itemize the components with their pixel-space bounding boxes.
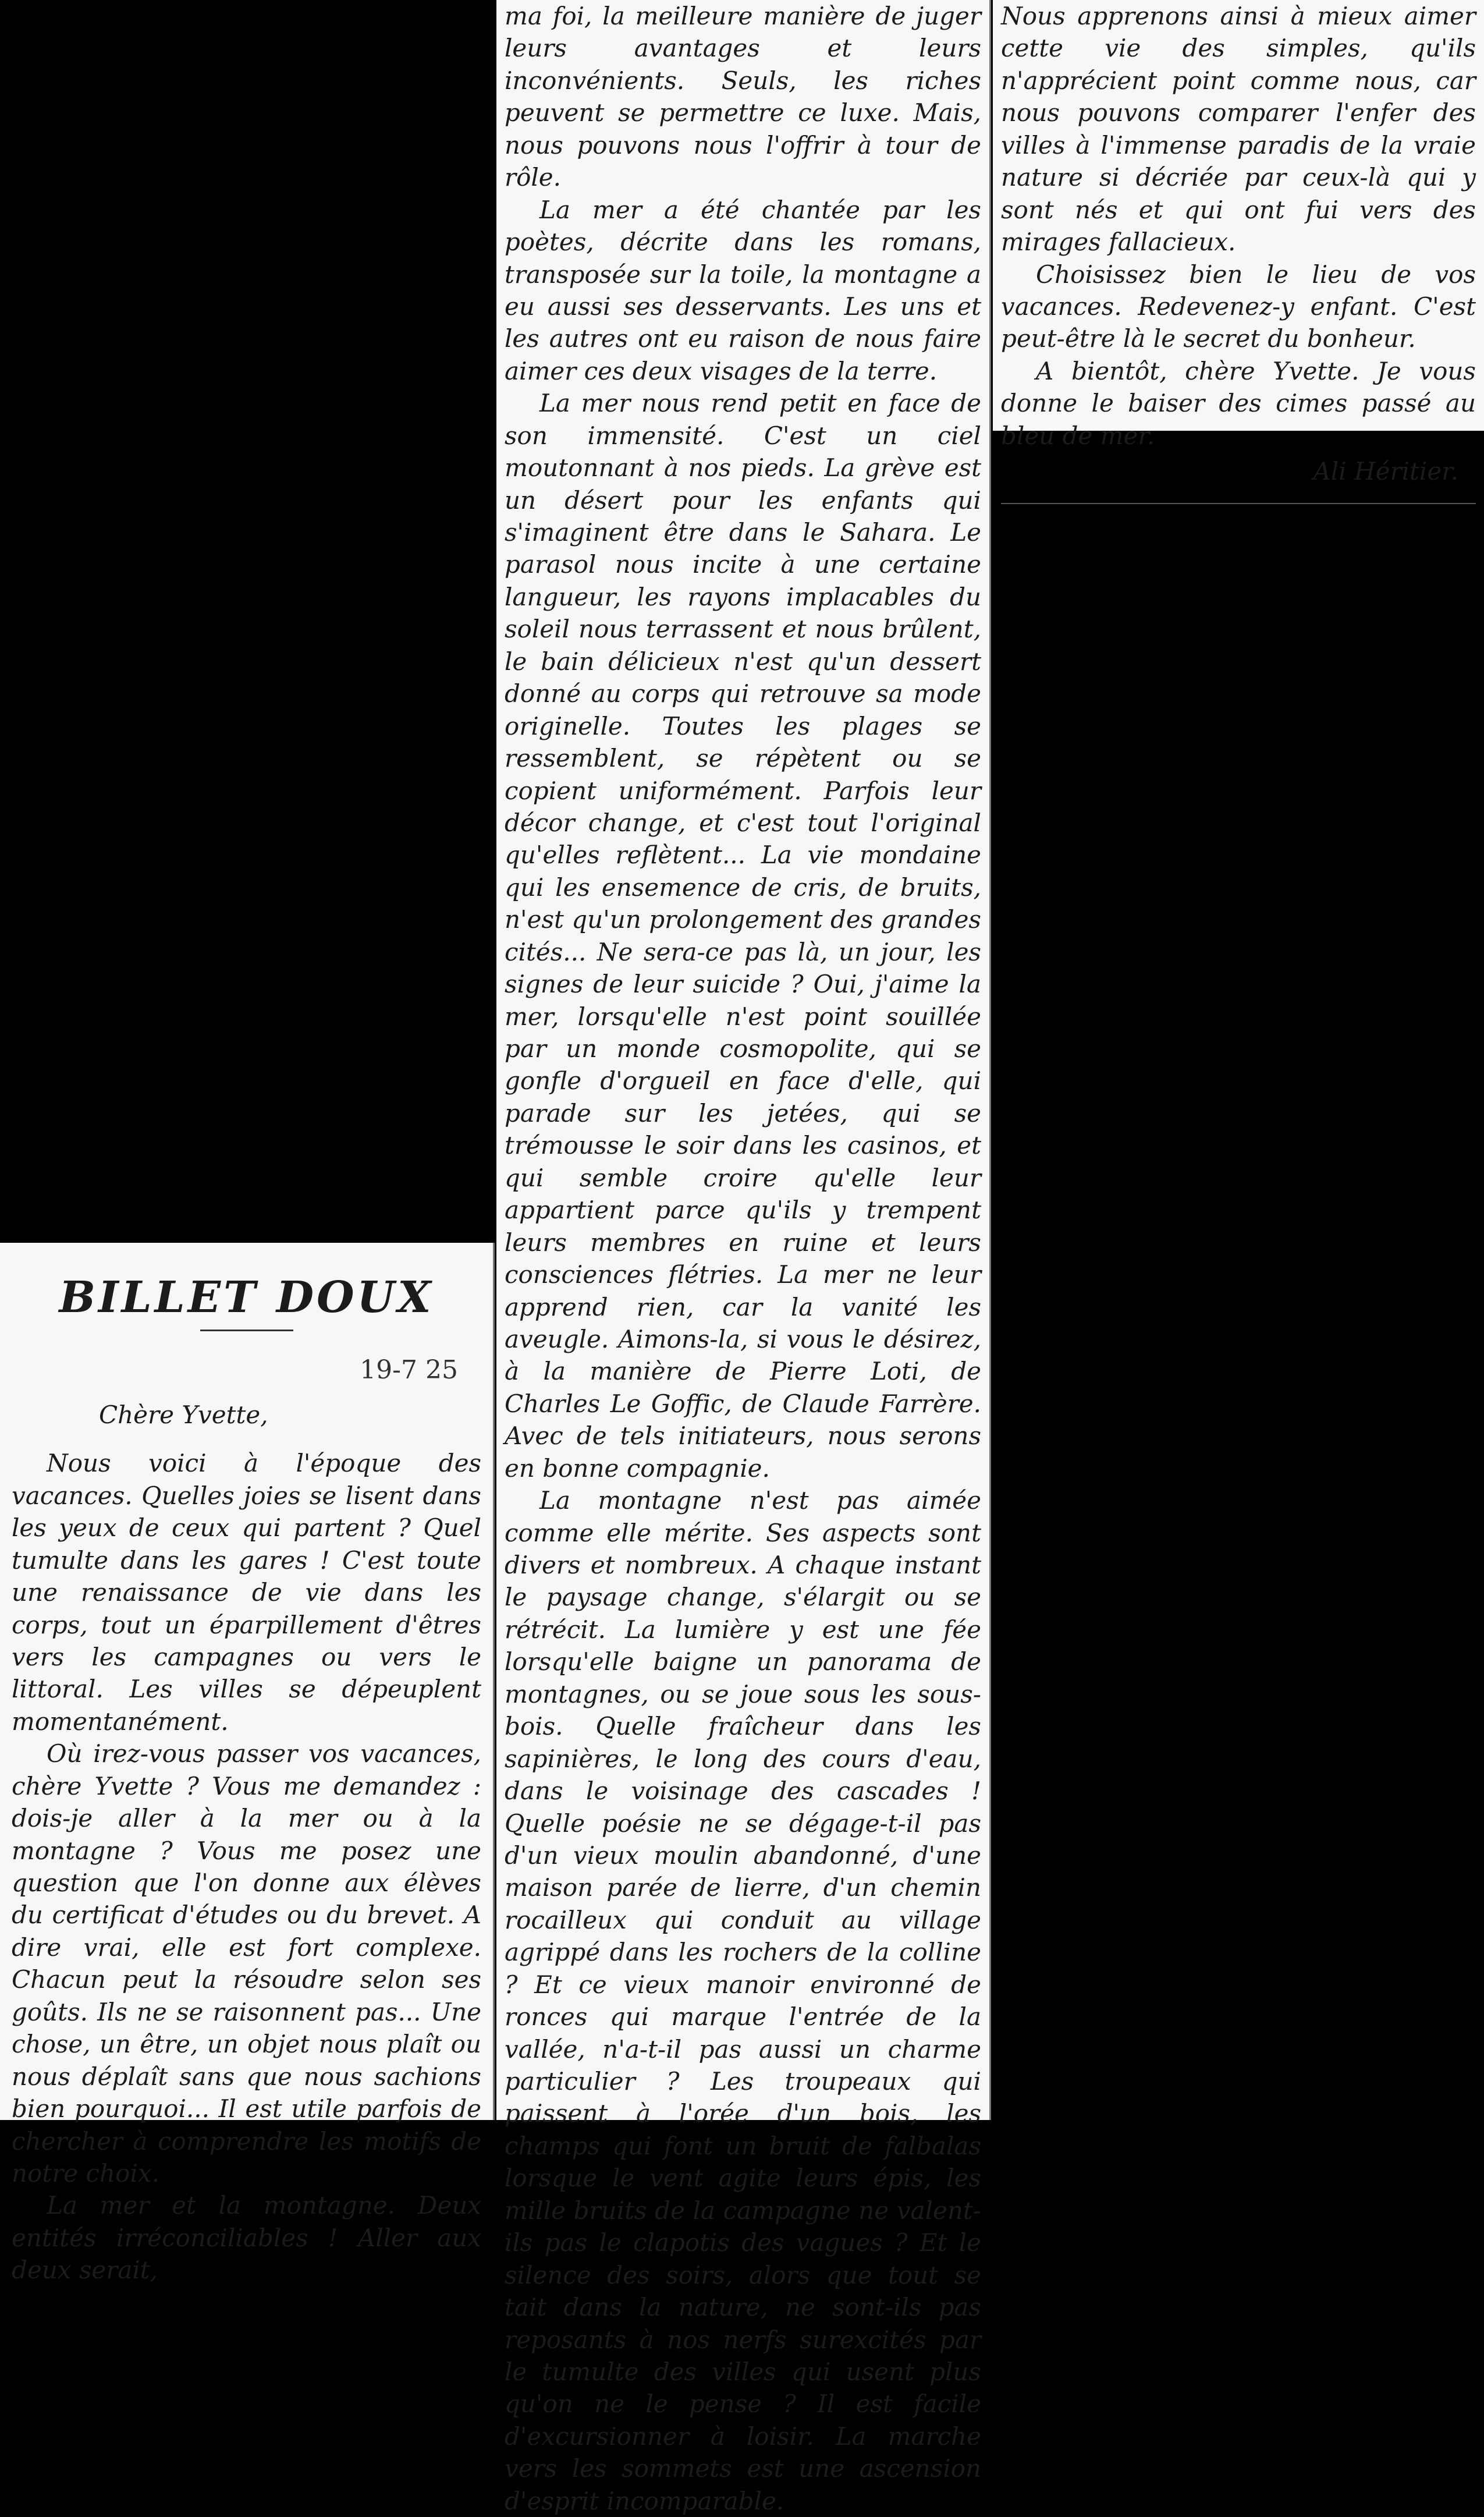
column-middle [496, 0, 991, 2515]
salutation: Chère Yvette, [99, 1400, 268, 1429]
column-left [0, 1243, 495, 2285]
paragraph: La mer a été chantée par les poètes, décrite dans les romans, transposée sur la toile, la montagne a eu aussi ses desservants. Les uns et les autres ont eu raison de nous faire aimer ces deux visages de la terre. [505, 195, 981, 385]
column-right [993, 0, 1484, 486]
signature: Ali Héritier. [1313, 457, 1458, 486]
paragraph: ma foi, la meilleure manière de juger leurs avantages et leurs inconvénients. Seuls, les riches peuvent se permettre ce luxe. Mais, nous pouvons nous l'offrir à tour de rôle. [505, 2, 981, 192]
paragraph: Nous voici à l'époque des vacances. Quelles joies se lisent dans les yeux de ceux qui partent ? Quel tumulte dans les gares ! C'est toute une renaissance de vie dans les corps, tout un éparpillement d'êtres vers les campagnes ou vers le littoral. Les villes se dépeuplent momentanément. [12, 1449, 481, 1736]
paragraph: A bientôt, chère Yvette. Je vous donne le baiser des cimes passé au bleu de mer. [1001, 356, 1476, 450]
signature-rule [1001, 503, 1476, 504]
paragraph: La montagne n'est pas aimée comme elle mérite. Ses aspects sont divers et nombreux. A chaque instant le paysage change, s'élargit ou se rétrécit. La lumière y est une fée lorsqu'elle baigne un panorama de montagnes, ou se joue sous les sous-bois. Quelle fraîcheur dans les sapinières, le long des cours d'eau, dans le voisinage des cascades ! Quelle poésie ne se dégage-t-il pas d'un vieux moulin abandonné, d'une maison parée de lierre, d'un chemin rocailleux qui conduit au village agrippé dans les rochers de la colline ? Et ce vieux manoir environné de ronces qui marque l'entrée de la vallée, n'a-t-il pas aussi un charme particulier ? Les troupeaux qui paissent à l'orée d'un bois, les champs qui font un bruit de falbalas lorsque le vent agite leurs épis, les mille bruits de la campagne ne valent-ils pas le clapotis des vagues ? Et le silence des soirs, alors que tout se tait dans la nature, ne sont-ils pas reposants à nos nerfs surexcités par le tumulte des villes qui usent plus qu'on ne le pense ? Il est facile d'excursionner à loisir. La marche vers les sommets est une ascension d'esprit incomparable. [505, 1486, 981, 2515]
paragraph: Nous apprenons ainsi à mieux aimer cette vie des simples, qu'ils n'apprécient point comme nous, car nous pouvons comparer l'enfer des villes à l'immense paradis de la vraie nature si décriée par ceux-là qui y sont nés et qui ont fui vers des mirages fallacieux. [1001, 2, 1476, 257]
title-rule [200, 1330, 293, 1331]
paragraph: Choisissez bien le lieu de vos vacances. Redevenez-y enfant. C'est peut-être là le secret du bonheur. [1001, 260, 1476, 353]
paragraph: La mer et la montagne. Deux entités irréconciliables ! Aller aux deux serait, [12, 2191, 481, 2285]
paragraph: Où irez-vous passer vos vacances, chère Yvette ? Vous me demandez : dois-je aller à la mer ou à la montagne ? Vous me posez une question que l'on donne aux élèves du certificat d'études ou du brevet. A dire vrai, elle est fort complexe. Chacun peut la résoudre selon ses goûts. Ils ne se raisonnent pas... Une chose, un être, un objet nous plaît ou nous déplaît sans que nous sachions bien pourquoi... Il est utile parfois de chercher à comprendre les motifs de notre choix. [12, 1739, 481, 2188]
article-title: BILLET DOUX [59, 1272, 434, 1323]
article-date: 19-7 25 [360, 1355, 458, 1385]
paragraph: La mer nous rend petit en face de son immensité. C'est un ciel moutonnant à nos pieds. La grève est un désert pour les enfants qui s'imaginent être dans le Sahara. Le parasol nous incite à une certaine langueur, les rayons implacables du soleil nous terrassent et nous brûlent, le bain délicieux n'est qu'un dessert donné au corps qui retrouve sa mode originelle. Toutes les plages se ressemblent, se répètent ou se copient uniformément. Parfois leur décor change, et c'est tout l'original qu'elles reflètent... La vie mondaine qui les ensemence de cris, de bruits, n'est qu'un prolongement des grandes cités... Ne sera-ce pas là, un jour, les signes de leur suicide ? Oui, j'aime la mer, lorsqu'elle n'est point souillée par un monde cosmopolite, qui se gonfle d'orgueil en face d'elle, qui parade sur les jetées, qui se trémousse le soir dans les casinos, et qui semble croire qu'elle leur appartient parce qu'ils y trempent leurs membres en ruine et leurs consciences flétries. La mer ne leur apprend rien, car la vanité les aveugle. Aimons-la, si vous le désirez, à la manière de Pierre Loti, de Charles Le Goffic, de Claude Farrère. Avec de tels initiateurs, nous serons en bonne compagnie. [505, 389, 981, 1483]
